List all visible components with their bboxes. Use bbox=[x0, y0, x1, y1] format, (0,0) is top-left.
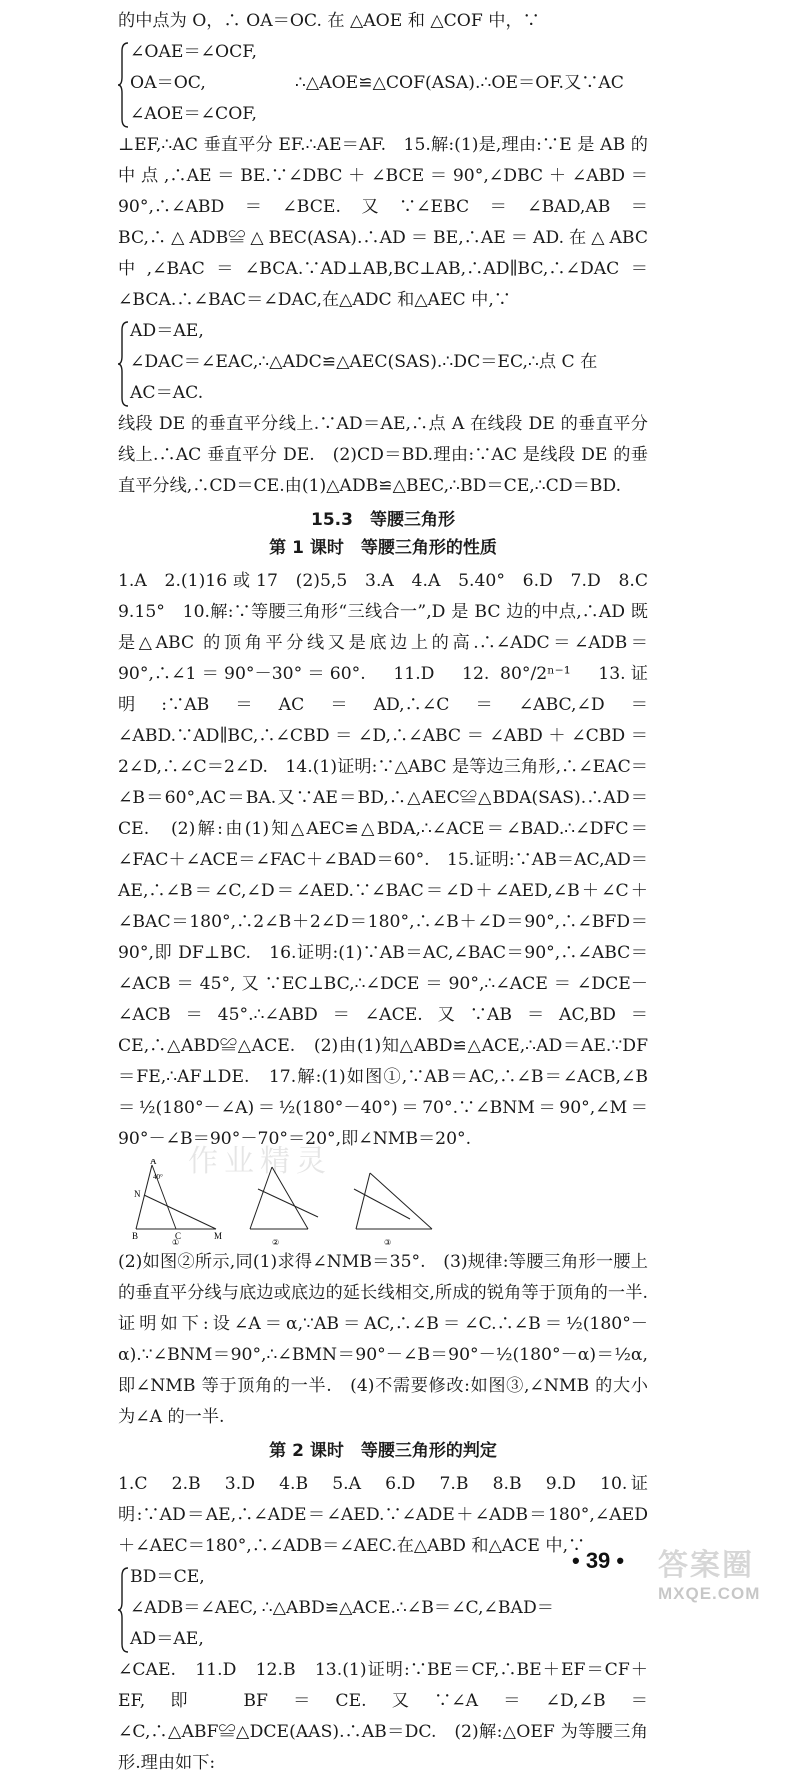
watermark-corner bbox=[658, 1540, 788, 1603]
paragraph: 的中点为 O，∴ OA＝OC. 在 △AOE 和 △COF 中，∵ bbox=[118, 11, 540, 31]
brace-system bbox=[118, 1562, 648, 1655]
brace-line: ∠AOE＝∠COF, bbox=[130, 104, 257, 124]
fig-label: ② bbox=[272, 1238, 280, 1245]
brace-conclusion: ∴△ABD≌△ACE.∴∠B＝∠C,∠BAD＝ bbox=[261, 1598, 554, 1618]
figure-3 bbox=[348, 1159, 438, 1245]
fig-label: N bbox=[134, 1189, 141, 1199]
paragraph: ∠CAE. 11.D 12.B 13.(1)证明:∵BE＝CF,∴BE＋EF＝CF＋EF,即 BF＝CE.又∵∠A＝∠D,∠B＝∠C,∴△ABF≌△DCE(AAS).∴AB＝DC. (2)解:△OEF 为等腰三角形.理由如下: bbox=[118, 1660, 648, 1773]
brace-symbol bbox=[118, 37, 130, 130]
watermark-corner-text: 答案圈 bbox=[658, 1548, 754, 1583]
paragraph: ⊥EF,∴AC 垂直平分 EF.∴AE＝AF. 15.解:(1)是,理由:∵E 是 AB 的中点,∴AE＝BE.∵∠DBC＋∠BCE＝90°,∠DBC＋∠ABD＝90°,∴∠ABD＝∠BCE.又∵∠EBC＝∠BAD,AB＝BC,∴△ADB≌△BEC(ASA).∴AD＝BE,∴AE＝AD.在△ABC 中,∠BAC＝∠BCA.∵AD⊥AB,BC⊥AB,∴AD∥BC,∴∠DAC＝∠BCA.∴∠BAC＝∠DAC,在△ADC 和△AEC 中,∵ bbox=[118, 135, 654, 310]
paragraph: (2)如图②所示,同(1)求得∠NMB＝35°. (3)规律:等腰三角形一腰上的垂直平分线与底边或底边的延长线相交,所成的锐角等于顶角的一半.证明如下:设∠A＝α,∵AB＝AC,∴∠B＝∠C.∴∠B＝½(180°－α).∵∠BNM＝90°,∴∠BMN＝90°－∠B＝90°－½(180°－α)＝½α,即∠NMB 等于顶角的一半. (4)不需要修改:如图③,∠NMB 的大小为∠A 的一半. bbox=[118, 1252, 648, 1427]
paragraph: 1.A 2.(1)16 或 17 (2)5,5 3.A 4.A 5.40° 6.D 7.D 8.C 9.15° 10.解:∵等腰三角形“三线合一”,D 是 BC 边的中点,∴AD 既是△ABC 的顶角平分线又是底边上的高.∴∠ADC＝∠ADB＝90°,∴∠1＝90°－30°＝60°. 11.D 12. 80°/2ⁿ⁻¹ 13.证明:∵AB＝AC＝AD,∴∠C＝∠ABC,∠D＝∠ABD.∵AD∥BC,∴∠CBD＝∠D,∴∠ABC＝∠ABD＋∠CBD＝2∠D,∴∠C＝2∠D. 14.(1)证明:∵△ABC 是等边三角形,∴∠EAC＝∠B＝60°,AC＝BA.又∵AE＝BD,∴△AEC≌△BDA(SAS).∴AD＝CE. (2)解:由(1)知△AEC≌△BDA,∴∠ACE＝∠BAD.∴∠DFC＝∠FAC＋∠ACE＝∠FAC＋∠BAD＝60°. 15.证明:∵AB＝AC,AD＝AE,∴∠B＝∠C,∠D＝∠AED.∵∠BAC＝∠D＋∠AED,∠B＋∠C＋∠BAC＝180°,∴2∠B＋2∠D＝180°,∴∠B＋∠D＝90°,∴∠BFD＝90°,即 DF⊥BC. 16.证明:(1)∵AB＝AC,∠BAC＝90°,∴∠ABC＝∠ACB＝45°,又∵EC⊥BC,∴∠DCE＝90°,∴∠ACE＝∠DCE－∠ACB＝45°.∴∠ABD＝∠ACE.又∵AB＝AC,BD＝CE,∴△ABD≌△ACE. (2)由(1)知△ABD≌△ACE,∴AD＝AE.∵DF＝FE,∴AF⊥DE. 17.解:(1)如图①,∵AB＝AC,∴∠B＝∠ACB,∠B＝½(180°－∠A)＝½(180°－40°)＝70°.∵∠BNM＝90°,∠M＝90°－∠B＝90°－70°＝20°,即∠NMB＝20°. bbox=[118, 571, 666, 1149]
lesson-heading: 第 1 课时 等腰三角形的性质 bbox=[269, 538, 497, 558]
brace-symbol bbox=[118, 316, 130, 409]
paragraph: 线段 DE 的垂直平分线上.∵AD＝AE,∴点 A 在线段 DE 的垂直平分线上.∴AC 垂直平分 DE. (2)CD＝BD.理由:∵AC 是线段 DE 的垂直平分线,∴CD＝CE.由(1)△ADB≌△BEC,∴BD＝CE,∴CD＝BD. bbox=[118, 414, 648, 496]
fig-label: B bbox=[132, 1231, 139, 1241]
brace-symbol bbox=[118, 1562, 130, 1655]
brace-line: OA＝OC, bbox=[130, 73, 206, 93]
fig-label: C bbox=[175, 1231, 182, 1241]
brace-line: BD＝CE, bbox=[130, 1567, 205, 1587]
paragraph: 1.C 2.B 3.D 4.B 5.A 6.D 7.B 8.B 9.D 10.证明:∵AD＝AE,∴∠ADE＝∠AED.∵∠ADE＋∠ADB＝180°,∠AED＋∠AEC＝180°,∴∠ADB＝∠AEC.在△ABD 和△ACE 中,∵ bbox=[118, 1474, 648, 1556]
page-number: • 39 • bbox=[572, 1548, 625, 1573]
brace-line: AD＝AE, bbox=[130, 321, 204, 341]
lesson-heading: 第 2 课时 等腰三角形的判定 bbox=[269, 1441, 497, 1461]
brace-line: AC＝AC. bbox=[130, 383, 204, 403]
brace-conclusion: ∴△ADC≌△AEC(SAS).∴DC＝EC,∴点 C 在 bbox=[258, 352, 598, 372]
fig-label: 40° bbox=[153, 1173, 163, 1181]
brace-line: ∠DAC＝∠EAC, bbox=[130, 352, 259, 372]
section-heading: 15.3 等腰三角形 bbox=[311, 510, 455, 530]
brace-line: ∠ADB＝∠AEC, bbox=[130, 1598, 258, 1618]
fig-label: ③ bbox=[384, 1238, 392, 1245]
brace-conclusion: ∴△AOE≌△COF(ASA).∴OE＝OF.又∵AC bbox=[295, 73, 624, 93]
fig-label: ① bbox=[172, 1238, 180, 1245]
watermark-corner-url: MXQE.COM bbox=[658, 1584, 761, 1603]
answer-page bbox=[118, 6, 666, 1779]
brace-line: ∠OAE＝∠OCF, bbox=[130, 42, 257, 62]
fig-label: M bbox=[214, 1231, 223, 1241]
watermark-center: 作业精灵 bbox=[188, 1144, 332, 1179]
brace-system bbox=[118, 37, 648, 130]
fig-label: A bbox=[150, 1159, 157, 1166]
brace-line: AD＝AE, bbox=[130, 1629, 204, 1649]
brace-system bbox=[118, 316, 648, 409]
